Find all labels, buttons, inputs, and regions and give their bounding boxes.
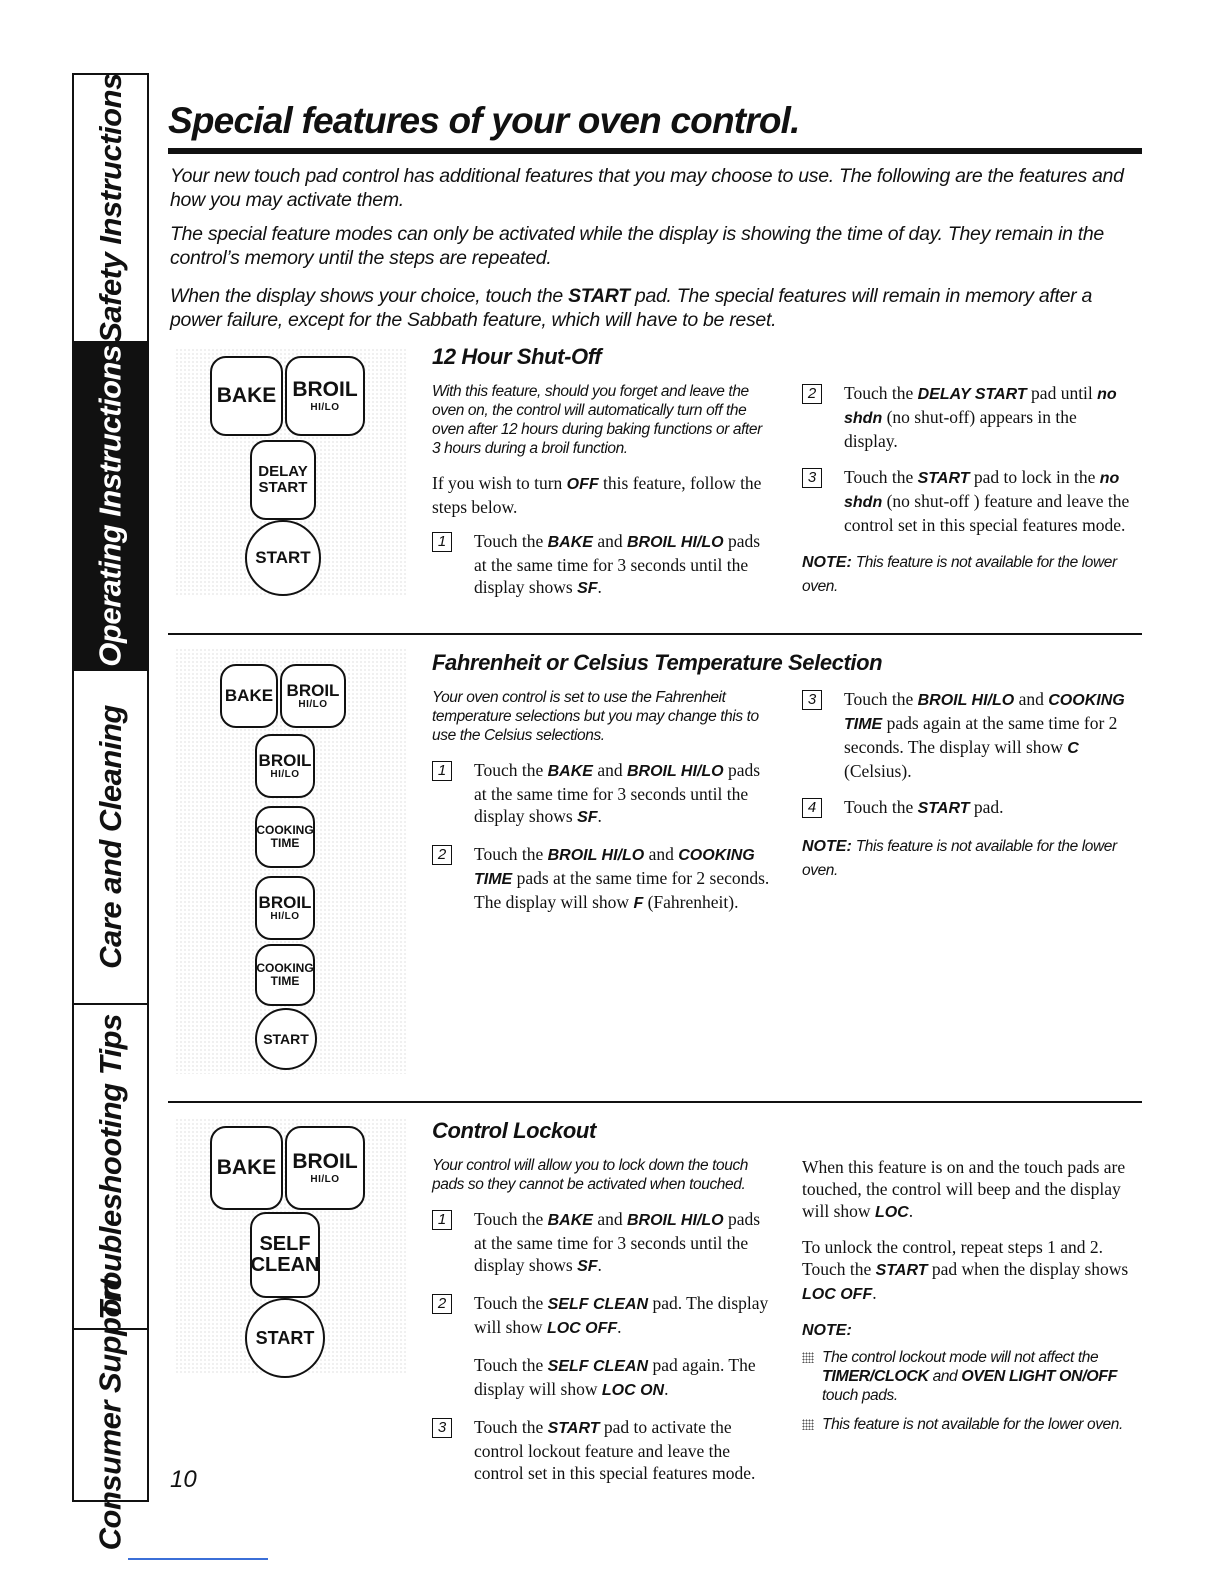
broil-hilo-key: BROIL HI/LO <box>285 356 365 436</box>
section2-note: NOTE: This feature is not available for the lower oven. <box>802 838 1117 879</box>
section-tabs <box>72 73 149 1551</box>
section-divider-2 <box>168 1101 1142 1103</box>
section-title-12-hour-shutoff: 12 Hour Shut-Off <box>432 344 602 369</box>
step-number: 1 <box>432 761 452 781</box>
section2-step-4: 4 Touch the START pad. <box>802 796 1142 820</box>
cooking-time-key: COOKING TIME <box>255 806 315 868</box>
keypad-illustration-3 <box>175 1118 407 1374</box>
title-rule <box>168 148 1142 154</box>
section3-unlock-info: To unlock the control, repeat steps 1 and 2. Touch the START pad when the display shows LOC OFF. <box>802 1237 1129 1303</box>
page-number: 10 <box>170 1466 197 1493</box>
tab-safety-instructions[interactable]: Safety Instructions <box>74 75 147 343</box>
section3-note-bullet-2: This feature is not available for the lower oven. <box>802 1415 1142 1434</box>
bullet-icon <box>802 1352 814 1363</box>
intro-paragraph-2: The special feature modes can only be activated while the display is showing the time of day. They remain in the control’s memory until the steps are repeated. <box>170 223 1104 269</box>
section1-intro: With this feature, should you forget and leave the oven on, the control will automatically turn off the oven after 12 hours during baking functions or after 3 hours during a broil function. <box>432 383 762 457</box>
step-number: 3 <box>802 690 822 710</box>
start-key: START <box>245 520 321 596</box>
section3-left-column <box>432 1156 777 1498</box>
section3-note-label: NOTE: <box>802 1322 852 1339</box>
bake-key: BAKE <box>210 1126 283 1210</box>
section2-step-2: 2 Touch the BROIL HI/LO and COOKING TIME pads at the same time for 2 seconds. The display will show F (Fahrenheit). <box>432 843 777 915</box>
intro-paragraph-1: Your new touch pad control has additional features that you may choose to use. The following are the features and how you may activate them. <box>170 165 1124 211</box>
bullet-icon <box>802 1419 814 1430</box>
section-title-control-lockout: Control Lockout <box>432 1118 596 1143</box>
step-number: 2 <box>432 1294 452 1314</box>
bake-key: BAKE <box>220 664 278 728</box>
tab-troubleshooting-tips[interactable]: Troubleshooting Tips <box>74 1005 147 1330</box>
tab-operating-instructions[interactable]: Operating Instructions <box>74 343 147 671</box>
section1-wish-text: If you wish to turn OFF this feature, follow the steps below. <box>432 473 762 517</box>
section3-step-2: 2 Touch the SELF CLEAN pad. The display will show LOC OFF. <box>432 1292 777 1340</box>
section2-step-3: 3 Touch the BROIL HI/LO and COOKING TIME pads again at the same time for 2 seconds. The display will show C (Celsius). <box>802 688 1142 782</box>
step-number: 1 <box>432 532 452 552</box>
section3-lock-info: When this feature is on and the touch pads are touched, the control will beep and the display will show LOC. <box>802 1157 1126 1221</box>
broil-hilo-key: BROIL HI/LO <box>255 876 315 940</box>
section3-intro: Your control will allow you to lock down the touch pads so they cannot be activated when touched. <box>432 1157 749 1193</box>
step-number: 2 <box>432 845 452 865</box>
step-number: 4 <box>802 798 822 818</box>
broil-hilo-key: BROIL HI/LO <box>255 734 315 798</box>
section3-step-2-continued: Touch the SELF CLEAN pad again. The display will show LOC ON. <box>474 1355 756 1399</box>
start-key: START <box>245 1298 325 1378</box>
section2-left-column <box>432 688 777 929</box>
tab-consumer-support[interactable]: Consumer Support <box>92 1277 128 1551</box>
broil-hilo-key: BROIL HI/LO <box>285 1126 365 1210</box>
section3-right-column <box>802 1156 1142 1440</box>
self-clean-key: SELF CLEAN <box>250 1212 320 1298</box>
keypad-illustration-1 <box>175 348 407 596</box>
section1-step-3: 3 Touch the START pad to lock in the no shdn (no shut-off ) feature and leave the control set in this special features mode. <box>802 466 1132 536</box>
broil-hilo-key: BROIL HI/LO <box>280 664 346 728</box>
step-number: 1 <box>432 1210 452 1230</box>
start-key: START <box>255 1008 317 1070</box>
step-number: 2 <box>802 384 822 404</box>
section3-note-bullet-1: The control lockout mode will not affect the TIMER/CLOCK and OVEN LIGHT ON/OFF touch pads. <box>802 1348 1142 1405</box>
section1-step-1: 1 Touch the BAKE and BROIL HI/LO pads at the same time for 3 seconds until the display shows SF. <box>432 530 772 600</box>
section1-note: NOTE: This feature is not available for the lower oven. <box>802 554 1117 595</box>
bake-key: BAKE <box>210 356 283 436</box>
section2-right-column <box>802 688 1142 892</box>
keypad-illustration-2 <box>175 648 407 1074</box>
section3-step-1: 1 Touch the BAKE and BROIL HI/LO pads at the same time for 3 seconds until the display shows SF. <box>432 1208 777 1278</box>
tab-care-and-cleaning[interactable]: Care and Cleaning <box>74 671 147 1005</box>
section1-right-column <box>802 382 1132 608</box>
delay-start-key: DELAY START <box>250 440 316 520</box>
section1-step-2: 2 Touch the DELAY START pad until no shdn (no shut-off) appears in the display. <box>802 382 1132 452</box>
footer-line <box>128 1558 268 1560</box>
intro-paragraph-3: When the display shows your choice, touch the START pad. The special features will remain in memory after a power failure, except for the Sabbath feature, which will have to be reset. <box>170 285 1093 331</box>
section2-step-1: 1 Touch the BAKE and BROIL HI/LO pads at the same time for 3 seconds until the display shows SF. <box>432 759 777 829</box>
cooking-time-key: COOKING TIME <box>255 944 315 1006</box>
section1-left-column <box>432 382 772 614</box>
section-title-temperature-selection: Fahrenheit or Celsius Temperature Selection <box>432 650 883 675</box>
page-title: Special features of your oven control. <box>168 100 800 141</box>
section2-intro: Your oven control is set to use the Fahrenheit temperature selections but you may change this to use the Celsius selections. <box>432 689 759 744</box>
step-number: 3 <box>802 468 822 488</box>
section-divider-1 <box>168 633 1142 635</box>
step-number: 3 <box>432 1418 452 1438</box>
section3-step-3: 3 Touch the START pad to activate the control lockout feature and leave the control set in this special features mode. <box>432 1416 777 1484</box>
